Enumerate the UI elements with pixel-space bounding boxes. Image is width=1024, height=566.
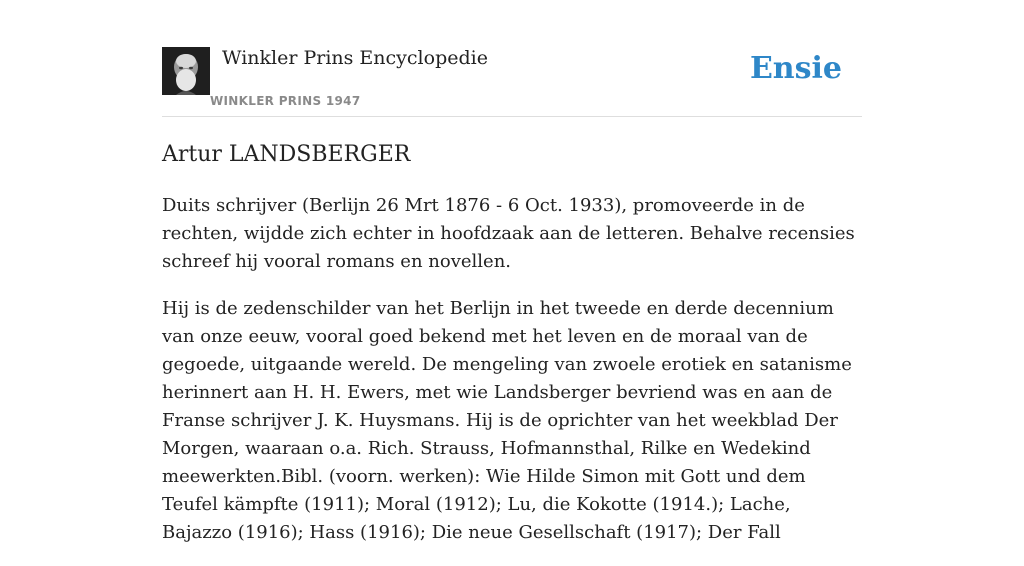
site-header <box>162 0 862 117</box>
ensie-logo[interactable]: Ensie <box>749 51 842 86</box>
book-edition-label: WINKLER PRINS 1947 <box>210 94 361 108</box>
article-body <box>162 192 862 566</box>
book-title-link[interactable]: Winkler Prins Encyclopedie <box>222 47 488 69</box>
article-paragraph: Duits schrijver (Berlijn 26 Mrt 1876 - 6 Oct. 1933), promoveerde in de rechten, wijdde zich echter in hoofdzaak aan de letteren. Behalve recensies schreef hij vooral romans en novellen. <box>162 195 855 272</box>
page <box>162 0 862 543</box>
author-portrait-avatar[interactable] <box>162 47 210 95</box>
portrait-icon <box>162 47 210 95</box>
article-title: Artur LANDSBERGER <box>162 142 411 167</box>
article-paragraph: Hij is de zedenschilder van het Berlijn in het tweede en derde decennium van onze eeuw, vooral goed bekend met het leven en de moraal van de gegoede, uitgaande wereld. De mengeling van zwoele erotiek en satanisme herinnert aan H. H. Ewers, met wie Landsberger bevriend was en aan de Franse schrijver J. K. Huysmans. Hij is de oprichter van het weekblad Der Morgen, waaraan o.a. Rich. Strauss, Hofmannsthal, Rilke en Wedekind meewerkten.Bibl. (voorn. werken): Wie Hilde Simon mit Gott und dem Teufel kämpfte (1911); Moral (1912); Lu, die Kokotte (1914.); Lache, Bajazzo (1916); Hass (1916); Die neue Gesellschaft (1917); Der Fall <box>162 298 852 543</box>
